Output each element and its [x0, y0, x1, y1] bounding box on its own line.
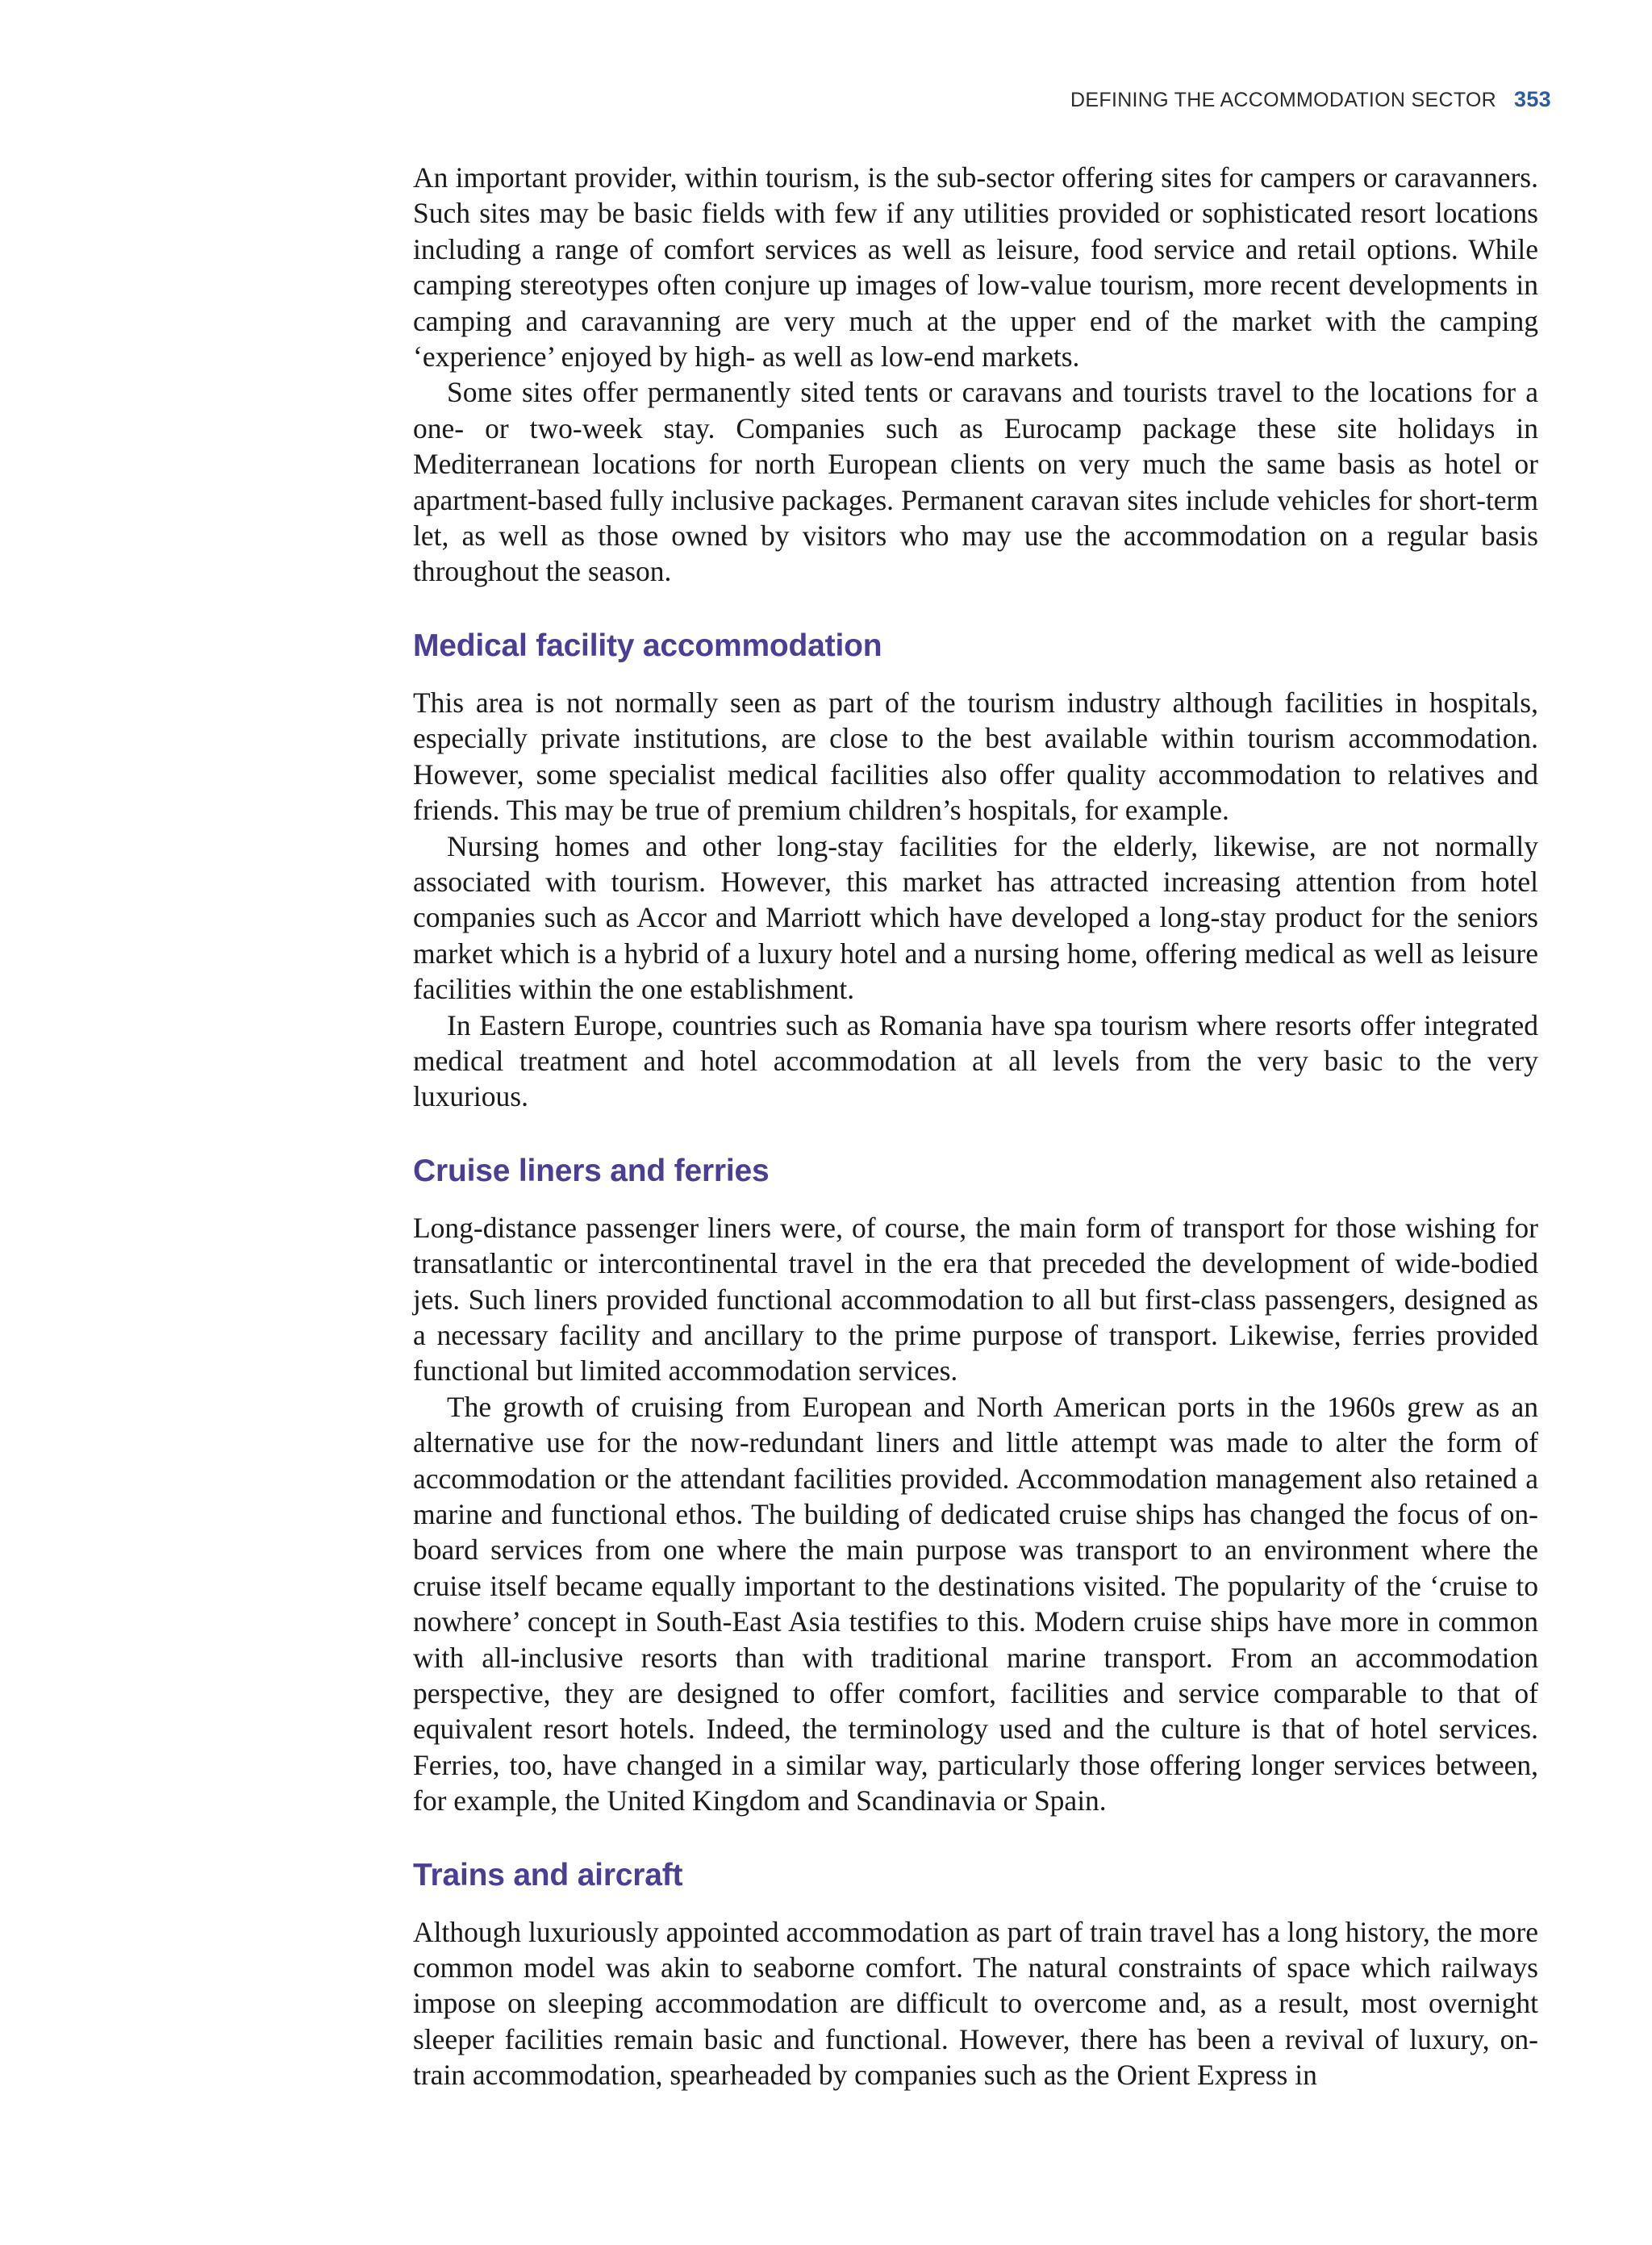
running-title: DEFINING THE ACCOMMODATION SECTOR — [1070, 89, 1497, 111]
body-paragraph: An important provider, within tourism, is the sub-sector offering sites for campers or caravanners. Such sites may be basic fields with few if any utilities provided or sophisticated resort locations including a range of comfort services as well as leisure, food service and retail options. While camping stereotypes often conjure up images of low-value tourism, more recent developments in camping and caravanning are very much at the upper end of the market with the camping ‘experience’ enjoyed by high- as well as low-end markets. — [413, 161, 1538, 373]
body-paragraph: Long-distance passenger liners were, of course, the main form of transport for those wishing for transatlantic or intercontinental travel in the era that preceded the development of wide-bodied jets. Such liners provided functional accommodation to all but first-class passengers, designed as a necessary facility and ancillary to the prime purpose of transport. Likewise, ferries provided functional but limited accommodation services. — [413, 1211, 1538, 1387]
body-paragraph: The growth of cruising from European and North American ports in the 1960s grew as an alternative use for the now-redundant liners and little attempt was made to alter the form of accommodation or the attendant facilities provided. Accommodation management also retained a marine and functional ethos. The building of dedicated cruise ships has changed the focus of on-board services from one where the main purpose was transport to an environment where the cruise itself became equally important to the destinations visited. The popularity of the ‘cruise to nowhere’ concept in South-East Asia testifies to this. Modern cruise ships have more in common with all-inclusive resorts than with traditional marine transport. From an accommodation perspective, they are designed to offer comfort, facilities and service comparable to that of equivalent resort hotels. Indeed, the terminology used and the culture is that of hotel services. Ferries, too, have changed in a similar way, particularly those offering longer services between, for example, the United Kingdom and Scandinavia or Spain. — [413, 1390, 1538, 1817]
body-paragraph: In Eastern Europe, countries such as Romania have spa tourism where resorts offer integrated medical treatment and hotel accommodation at all levels from the very basic to the very luxurious. — [413, 1008, 1538, 1113]
running-header — [413, 87, 1551, 112]
section-heading-trains: Trains and aircraft — [413, 1857, 683, 1892]
page-body — [413, 160, 1538, 2093]
body-paragraph: Nursing homes and other long-stay facilities for the elderly, likewise, are not normally associated with tourism. However, this market has attracted increasing attention from hotel companies such as Accor and Marriott which have developed a long-stay product for the seniors market which is a hybrid of a luxury hotel and a nursing home, offering medical as well as leisure facilities within the one establishment. — [413, 829, 1538, 1006]
section-heading-cruise: Cruise liners and ferries — [413, 1153, 770, 1188]
body-paragraph: Some sites offer permanently sited tents or caravans and tourists travel to the locations for a one- or two-week stay. Companies such as Eurocamp package these site holidays in Mediterranean locations for north European clients on very much the same basis as hotel or apartment-based fully inclusive packages. Permanent caravan sites include vehicles for short-term let, as well as those owned by visitors who may use the accommodation on a regular basis throughout the season. — [413, 376, 1538, 588]
body-paragraph: Although luxuriously appointed accommodation as part of train travel has a long history, the more common model was akin to seaborne comfort. The natural constraints of space which railways impose on sleeping accommodation are difficult to overcome and, as a result, most overnight sleeper facilities remain basic and functional. However, there has been a revival of luxury, on-train accommodation, spearheaded by companies such as the Orient Express in — [413, 1915, 1538, 2092]
page-number: 353 — [1514, 87, 1551, 111]
body-paragraph: This area is not normally seen as part of the tourism industry although facilities in hospitals, especially private institutions, are close to the best available within tourism accommodation. However, some specialist medical facilities also offer quality accommodation to relatives and friends. This may be true of premium children’s hospitals, for example. — [413, 686, 1538, 827]
section-heading-medical: Medical facility accommodation — [413, 628, 882, 663]
